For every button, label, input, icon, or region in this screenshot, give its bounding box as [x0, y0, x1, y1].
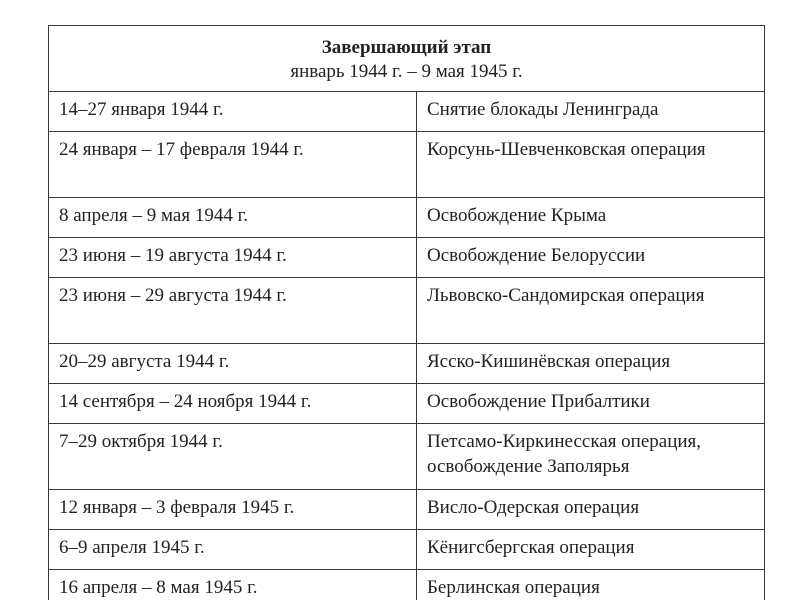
table-row: [49, 238, 765, 278]
row-date: 20–29 августа 1944 г.: [49, 344, 417, 384]
row-event: Освобождение Прибалтики: [417, 384, 765, 424]
row-date: 6–9 апреля 1945 г.: [49, 530, 417, 570]
table-row: [49, 424, 765, 490]
row-date: 16 апреля – 8 мая 1945 г.: [49, 570, 417, 600]
row-event: Освобождение Крыма: [417, 198, 765, 238]
row-date: 14 сентября – 24 ноября 1944 г.: [49, 384, 417, 424]
table-row: [49, 344, 765, 384]
table-header-row: [49, 26, 765, 92]
table-row: [49, 92, 765, 132]
row-event: Кёнигсбергская операция: [417, 530, 765, 570]
row-event: Петсамо-Киркинесская операция, освобождение Заполярья: [417, 424, 765, 490]
row-event: Снятие блокады Ленинграда: [417, 92, 765, 132]
row-date: 12 января – 3 февраля 1945 г.: [49, 490, 417, 530]
row-event: Корсунь-Шевченковская операция: [417, 132, 765, 198]
row-event: Освобождение Белоруссии: [417, 238, 765, 278]
row-date: 23 июня – 29 августа 1944 г.: [49, 278, 417, 344]
row-event: Висло-Одерская операция: [417, 490, 765, 530]
row-date: 8 апреля – 9 мая 1944 г.: [49, 198, 417, 238]
table-header: [49, 26, 765, 92]
row-date: 7–29 октября 1944 г.: [49, 424, 417, 490]
row-date: 14–27 января 1944 г.: [49, 92, 417, 132]
stage-title: Завершающий этап: [321, 36, 492, 58]
table-row: [49, 384, 765, 424]
row-date: 24 января – 17 февраля 1944 г.: [49, 132, 417, 198]
row-event: Ясско-Кишинёвская операция: [417, 344, 765, 384]
row-date: 23 июня – 19 августа 1944 г.: [49, 238, 417, 278]
row-event: Берлинская операция: [417, 570, 765, 600]
table-row: [49, 570, 765, 600]
table-row: [49, 530, 765, 570]
operations-table: [48, 25, 765, 600]
row-event: Львовско-Сандомирская операция: [417, 278, 765, 344]
table-row: [49, 132, 765, 198]
stage-period: январь 1944 г. – 9 мая 1945 г.: [290, 60, 523, 82]
table-row: [49, 198, 765, 238]
table-row: [49, 278, 765, 344]
table-row: [49, 490, 765, 530]
